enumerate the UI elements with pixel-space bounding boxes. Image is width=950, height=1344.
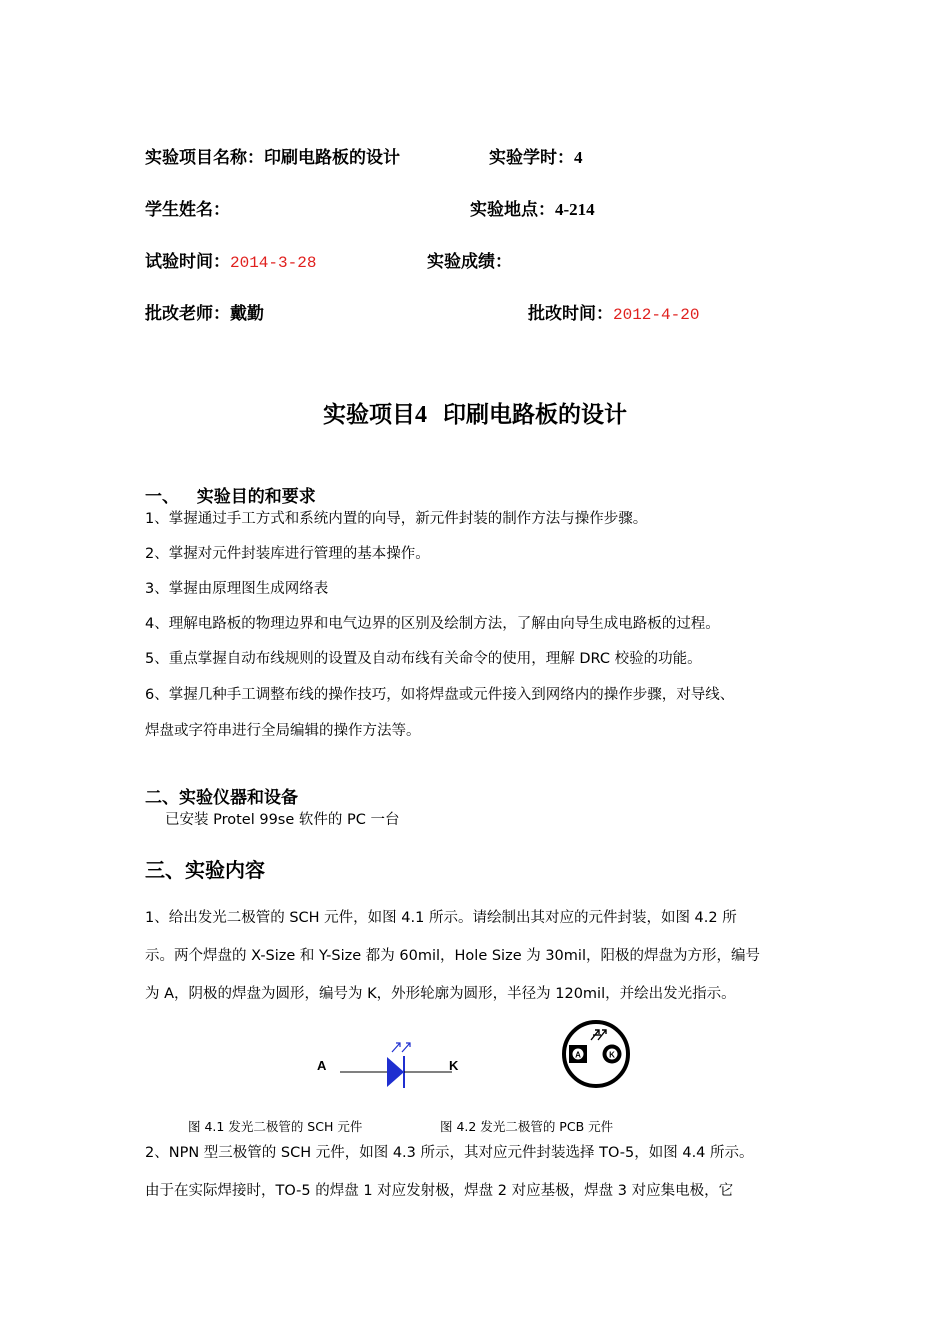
- section3-para2-line2: 由于在实际焊接时，TO-5 的焊盘 1 对应发射极，焊盘 2 对应基极，焊盘 3 对应集电极，它: [145, 1183, 734, 1199]
- section1-item-7: 焊盘或字符串进行全局编辑的操作方法等。: [145, 723, 421, 739]
- section1-item-6: 6、掌握几种手工调整布线的操作技巧，如将焊盘或元件接入到网络内的操作步骤，对导线、: [145, 687, 735, 703]
- grade-label: 实验成绩：: [427, 252, 512, 272]
- document-title: [0, 396, 950, 429]
- teacher-row: [145, 299, 264, 324]
- led-sch-figure: [312, 1034, 477, 1094]
- section1-item-1: 1、掌握通过手工方式和系统内置的向导，新元件封装的制作方法与操作步骤。: [145, 511, 648, 527]
- pcb-pad-k-label: K: [609, 1050, 615, 1060]
- location-value: 4-214: [555, 200, 595, 219]
- led-pcb-figure: [557, 1017, 635, 1091]
- project-name-value: 印刷电路板的设计: [264, 148, 400, 168]
- title-prefix: 实验项目: [322, 402, 415, 428]
- pcb-emission-arrows-icon: [591, 1030, 606, 1040]
- project-name-row: [145, 143, 400, 168]
- teacher-label: 批改老师：: [145, 304, 230, 324]
- sch-label-a: A: [317, 1058, 327, 1073]
- student-label: 学生姓名：: [145, 200, 230, 220]
- section2-text: 已安装 Protel 99se 软件的 PC 一台: [165, 812, 400, 828]
- hours-label: 实验学时：: [489, 148, 574, 168]
- figure-caption-2: 图 4.2 发光二极管的 PCB 元件: [440, 1119, 614, 1134]
- review-time-value: 2012-4-20: [613, 306, 700, 324]
- sch-label-k: K: [449, 1058, 459, 1073]
- review-time-label: 批改时间：: [528, 304, 613, 324]
- section3-heading: 三、实验内容: [145, 858, 265, 882]
- section1-item-4: 4、理解电路板的物理边界和电气边界的区别及绘制方法，了解由向导生成电路板的过程。: [145, 616, 720, 632]
- test-time-row: [145, 247, 316, 272]
- hours-row: [489, 143, 583, 168]
- location-label: 实验地点：: [470, 200, 555, 220]
- review-time-row: [528, 299, 699, 324]
- sch-emission-arrows-icon: [392, 1043, 410, 1052]
- section3-para1-line2: 示。两个焊盘的 X-Size 和 Y-Size 都为 60mil，Hole Size 为 30mil，阳极的焊盘为方形，编号: [145, 948, 760, 964]
- diode-triangle: [387, 1057, 404, 1087]
- location-row: [470, 195, 595, 220]
- section2-heading: 二、实验仪器和设备: [145, 788, 298, 808]
- section3-para1-line3: 为 A，阴极的焊盘为圆形，编号为 K，外形轮廓为圆形，半径为 120mil，并绘出发光指示。: [145, 986, 736, 1002]
- title-number: 4: [414, 402, 427, 428]
- hours-value: 4: [574, 148, 583, 167]
- project-name-label: 实验项目名称：: [145, 148, 264, 168]
- section3-para2-line1: 2、NPN 型三极管的 SCH 元件，如图 4.3 所示，其对应元件封装选择 TO-5，如图 4.4 所示。: [145, 1145, 754, 1161]
- section3-para1-line1: 1、给出发光二极管的 SCH 元件，如图 4.1 所示。请绘制出其对应的元件封装，如图 4.2 所: [145, 910, 737, 926]
- teacher-value: 戴勤: [230, 304, 264, 324]
- section1-item-3: 3、掌握由原理图生成网络表: [145, 581, 329, 597]
- pcb-pad-a-label: A: [575, 1050, 581, 1060]
- section1-item-5: 5、重点掌握自动布线规则的设置及自动布线有关命令的使用，理解 DRC 校验的功能。: [145, 651, 702, 667]
- test-time-label: 试验时间：: [145, 252, 230, 272]
- test-time-value: 2014-3-28: [230, 254, 317, 272]
- title-name: 印刷电路板的设计: [443, 402, 627, 428]
- figure-caption-1: 图 4.1 发光二极管的 SCH 元件: [188, 1119, 363, 1134]
- section1-heading: 一、 实验目的和要求: [145, 487, 316, 507]
- section1-item-2: 2、掌握对元件封装库进行管理的基本操作。: [145, 546, 430, 562]
